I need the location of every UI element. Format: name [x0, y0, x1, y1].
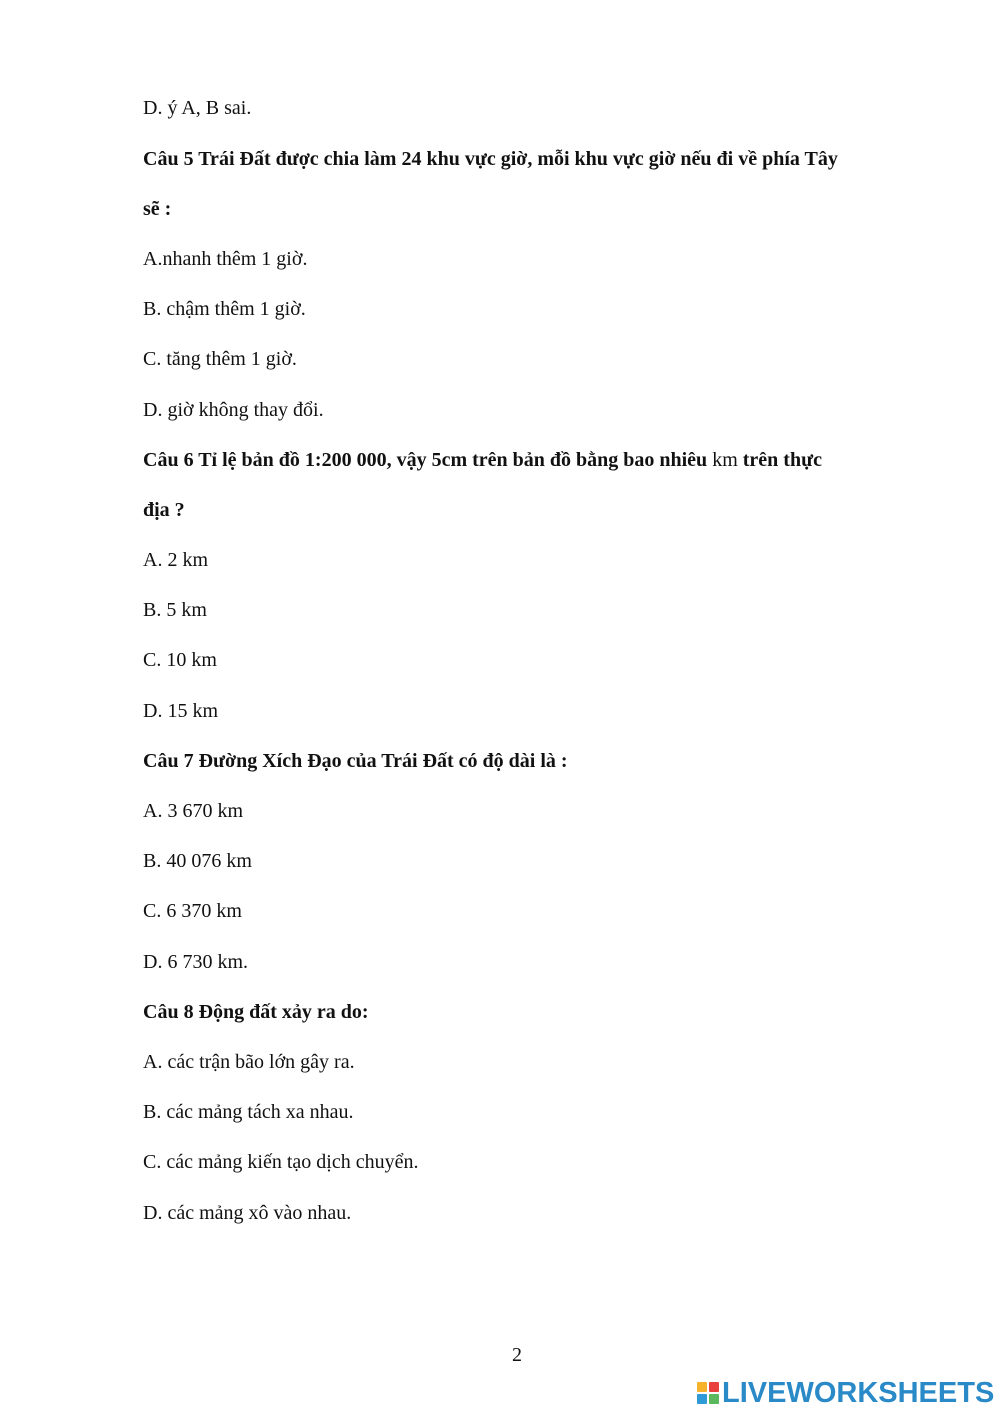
liveworksheets-logo-icon	[697, 1382, 719, 1404]
q6-option-a: A. 2 km	[143, 549, 208, 571]
q5-option-a: A.nhanh thêm 1 giờ.	[143, 248, 308, 270]
q7-option-c: C. 6 370 km	[143, 900, 242, 922]
q5-option-d: D. giờ không thay đổi.	[143, 399, 324, 421]
q7-question: Câu 7 Đường Xích Đạo của Trái Đất có độ dài là :	[143, 750, 568, 772]
q6-question-unit: km	[712, 449, 738, 471]
watermark-text: LIVEWORKSHEETS	[722, 1376, 995, 1409]
q6-question-part1: Câu 6 Tỉ lệ bản đồ 1:200 000, vậy 5cm trên bản đồ bằng bao nhiêu	[143, 449, 713, 471]
q5-option-b: B. chậm thêm 1 giờ.	[143, 298, 306, 320]
q8-option-a: A. các trận bão lớn gây ra.	[143, 1051, 355, 1073]
q6-question-part2: trên thực	[737, 449, 822, 471]
liveworksheets-watermark	[697, 1376, 994, 1410]
q8-option-d: D. các mảng xô vào nhau.	[143, 1202, 352, 1224]
q7-option-b: B. 40 076 km	[143, 850, 252, 872]
q5-question-cont: sẽ :	[143, 198, 172, 220]
q8-option-b: B. các mảng tách xa nhau.	[143, 1101, 354, 1123]
q5-question: Câu 5 Trái Đất được chia làm 24 khu vực giờ, mỗi khu vực giờ nếu đi về phía Tây	[143, 148, 838, 170]
q6-question	[143, 448, 822, 472]
q6-option-c: C. 10 km	[143, 649, 217, 671]
q4-option-d: D. ý A, B sai.	[143, 97, 252, 119]
q6-option-d: D. 15 km	[143, 700, 218, 722]
page-number: 2	[512, 1344, 522, 1366]
q8-question: Câu 8 Động đất xảy ra do:	[143, 1001, 369, 1023]
q8-option-c: C. các mảng kiến tạo dịch chuyển.	[143, 1151, 419, 1173]
q6-option-b: B. 5 km	[143, 599, 207, 621]
q7-option-d: D. 6 730 km.	[143, 951, 248, 973]
q6-question-cont: địa ?	[143, 499, 185, 521]
q5-option-c: C. tăng thêm 1 giờ.	[143, 348, 297, 370]
q7-option-a: A. 3 670 km	[143, 800, 243, 822]
